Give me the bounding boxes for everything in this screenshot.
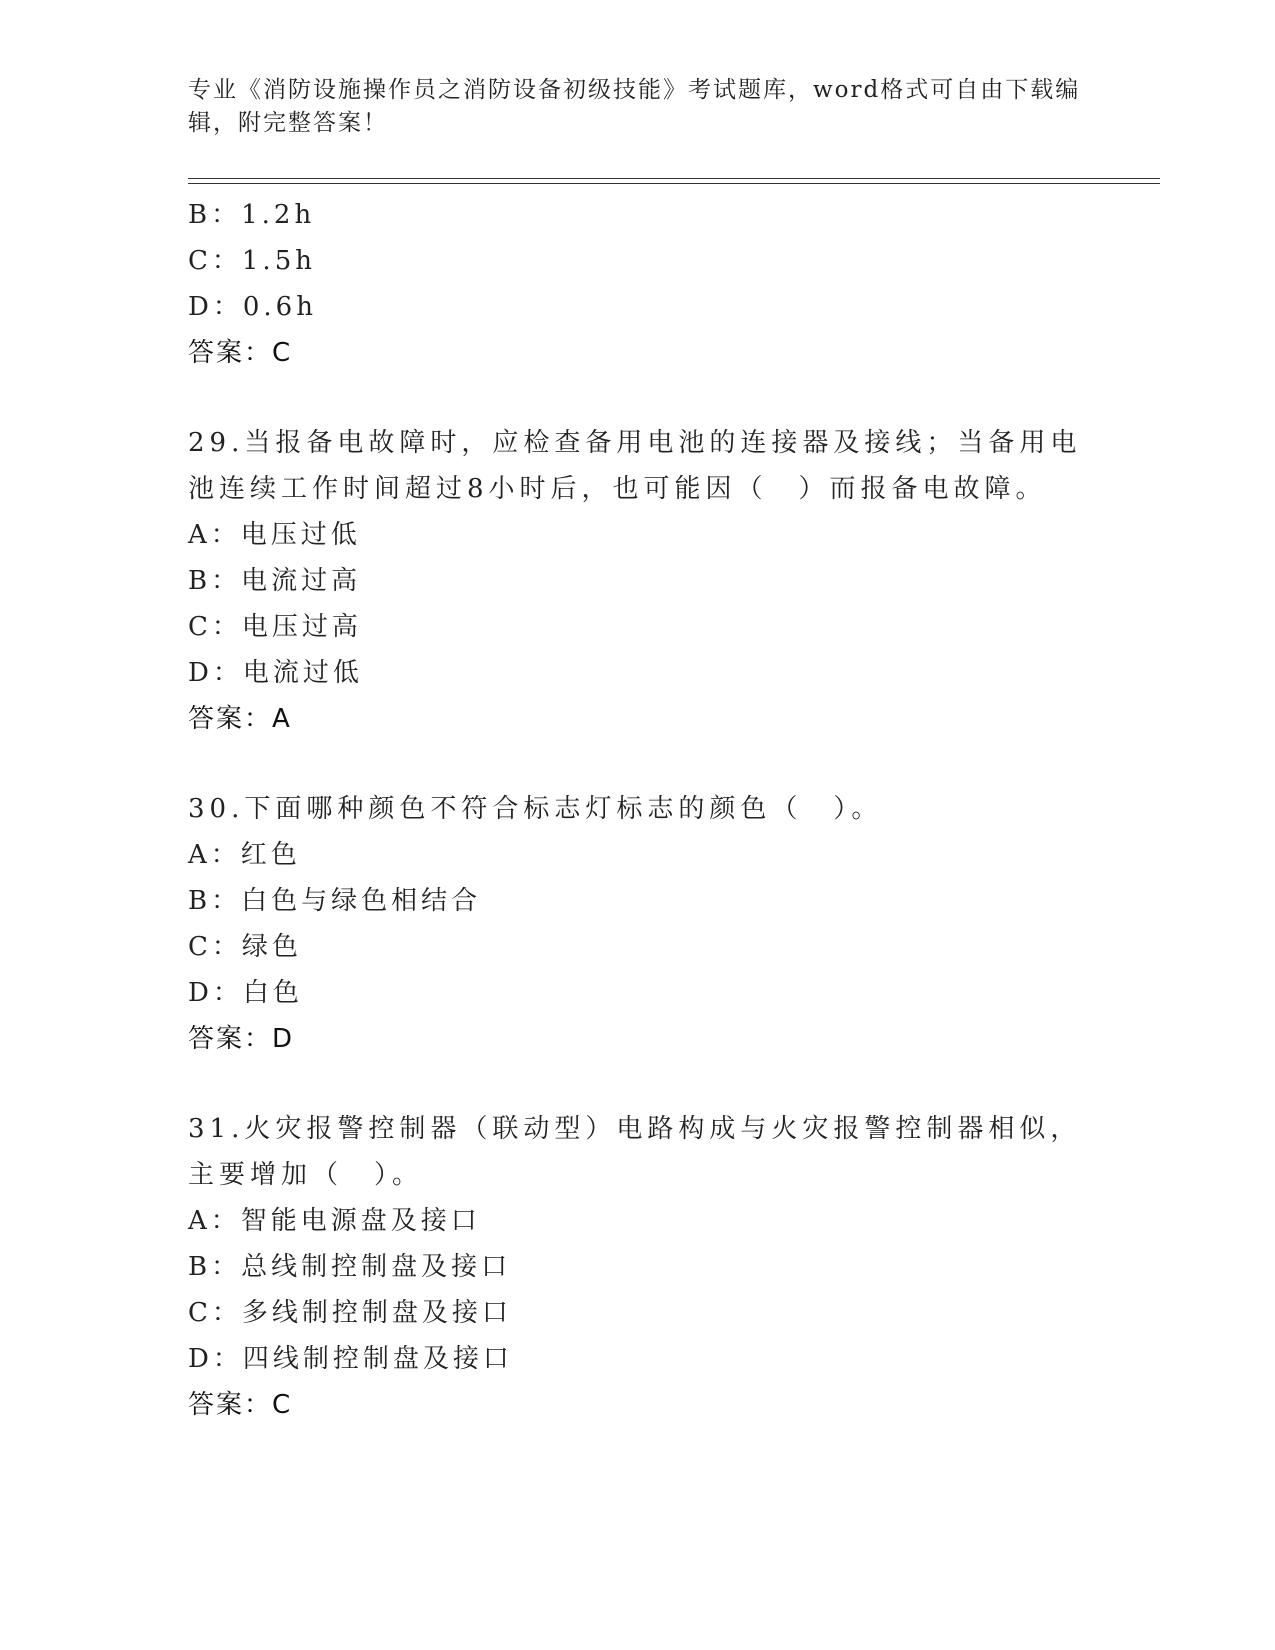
question-block-30 xyxy=(188,786,1088,1062)
option-a: A：智能电源盘及接口 xyxy=(188,1206,481,1236)
option-b: B：电流过高 xyxy=(188,566,362,596)
answer-line: 答案：C xyxy=(188,338,293,368)
option-c: C：1.5h xyxy=(188,246,316,276)
prev-question-block xyxy=(188,192,1088,376)
option-d: D：白色 xyxy=(188,978,303,1008)
question-stem: 30.下面哪种颜色不符合标志灯标志的颜色（ ）。 xyxy=(188,794,883,824)
option-c: C：多线制控制盘及接口 xyxy=(188,1298,512,1328)
question-stem: 31.火灾报警控制器（联动型）电路构成与火灾报警控制器相似，主要增加（ ）。 xyxy=(188,1114,1082,1190)
option-a: A：电压过低 xyxy=(188,520,361,550)
option-d: D：电流过低 xyxy=(188,658,363,688)
question-list xyxy=(188,192,1088,1428)
header-divider xyxy=(188,178,1160,179)
question-block-29 xyxy=(188,420,1088,742)
option-b: B：白色与绿色相结合 xyxy=(188,886,482,916)
option-b: B：1.2h xyxy=(188,200,316,230)
header-divider-second xyxy=(188,183,1160,184)
option-c: C：电压过高 xyxy=(188,612,362,642)
option-d: D：四线制控制盘及接口 xyxy=(188,1344,513,1374)
option-b: B：总线制控制盘及接口 xyxy=(188,1252,512,1282)
question-block-31 xyxy=(188,1106,1088,1428)
option-c: C：绿色 xyxy=(188,932,302,962)
answer-line: 答案：D xyxy=(188,1024,295,1054)
option-d: D：0.6h xyxy=(188,292,317,322)
answer-line: 答案：A xyxy=(188,704,292,734)
answer-line: 答案：C xyxy=(188,1390,293,1420)
question-stem: 29.当报备电故障时，应检查备用电池的连接器及接线；当备用电池连续工作时间超过8小时后，也可能因（ ）而报备电故障。 xyxy=(188,428,1082,504)
document-header: 专业《消防设施操作员之消防设备初级技能》考试题库，word格式可自由下载编辑，附完整答案！ xyxy=(188,77,1081,136)
option-a: A：红色 xyxy=(188,840,301,870)
